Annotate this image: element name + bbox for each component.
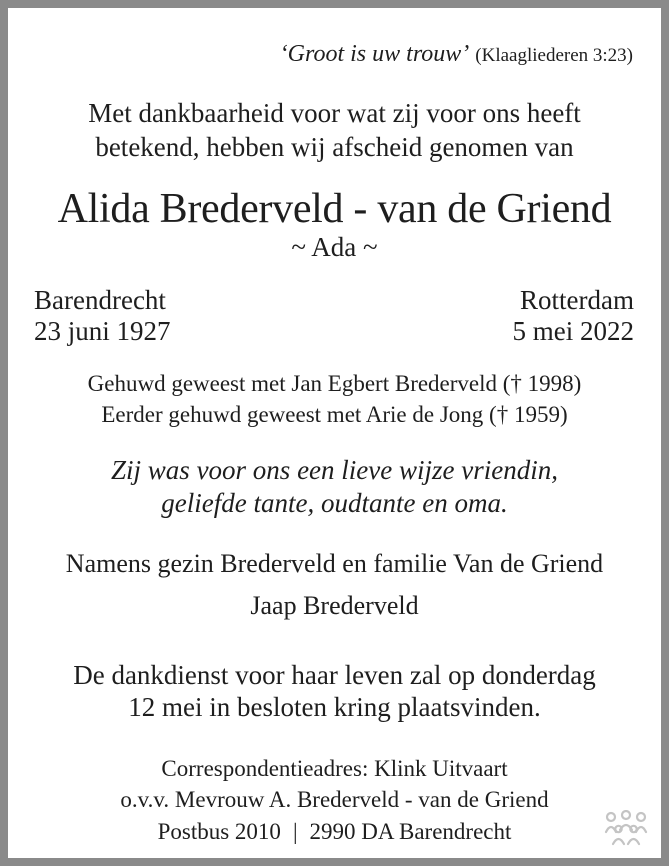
deceased-nickname: ~ Ada ~	[291, 232, 378, 262]
tribute-line-2: geliefde tante, oudtante en oma.	[161, 488, 508, 518]
family-line: Namens gezin Brederveld en familie Van de Griend	[65, 549, 604, 578]
marriage-line-2: Eerder gehuwd geweest met Arie de Jong († 1959)	[101, 402, 568, 427]
deceased-name: Alida Brederveld - van de Griend	[57, 186, 612, 232]
death-date: 5 mei 2022	[512, 316, 634, 346]
postal-address	[8, 820, 661, 843]
service-line-2: 12 mei in besloten kring plaatsvinden.	[128, 692, 541, 722]
birth-date: 23 juni 1927	[34, 316, 171, 346]
service-line-1: De dankdienst voor haar leven zal op donderdag	[73, 660, 596, 690]
correspondence-line-1: Correspondentieadres: Klink Uitvaart	[161, 756, 508, 781]
postbus: Postbus 2010	[157, 819, 281, 844]
address-separator: |	[292, 819, 298, 844]
intro-line-1: Met dankbaarheid voor wat zij voor ons heeft	[88, 98, 581, 128]
tribute-line-1: Zij was voor ons een lieve wijze vriendin,	[111, 455, 558, 485]
correspondence-line-2: o.v.v. Mevrouw A. Brederveld - van de Griend	[120, 787, 549, 812]
bible-verse	[280, 42, 633, 66]
verse-reference: (Klaagliederen 3:23)	[475, 45, 633, 66]
marriage-line-1: Gehuwd geweest met Jan Egbert Brederveld († 1998)	[87, 371, 582, 396]
people-group-icon	[603, 810, 649, 846]
verse-quote: ‘Groot is uw trouw’	[279, 41, 470, 67]
postcode-city: 2990 DA Barendrecht	[309, 819, 512, 844]
signatory-name: Jaap Brederveld	[250, 591, 419, 620]
birth-place: Barendrecht	[34, 285, 166, 315]
intro-line-2: betekend, hebben wij afscheid genomen van	[95, 132, 574, 162]
death-place: Rotterdam	[520, 285, 634, 315]
